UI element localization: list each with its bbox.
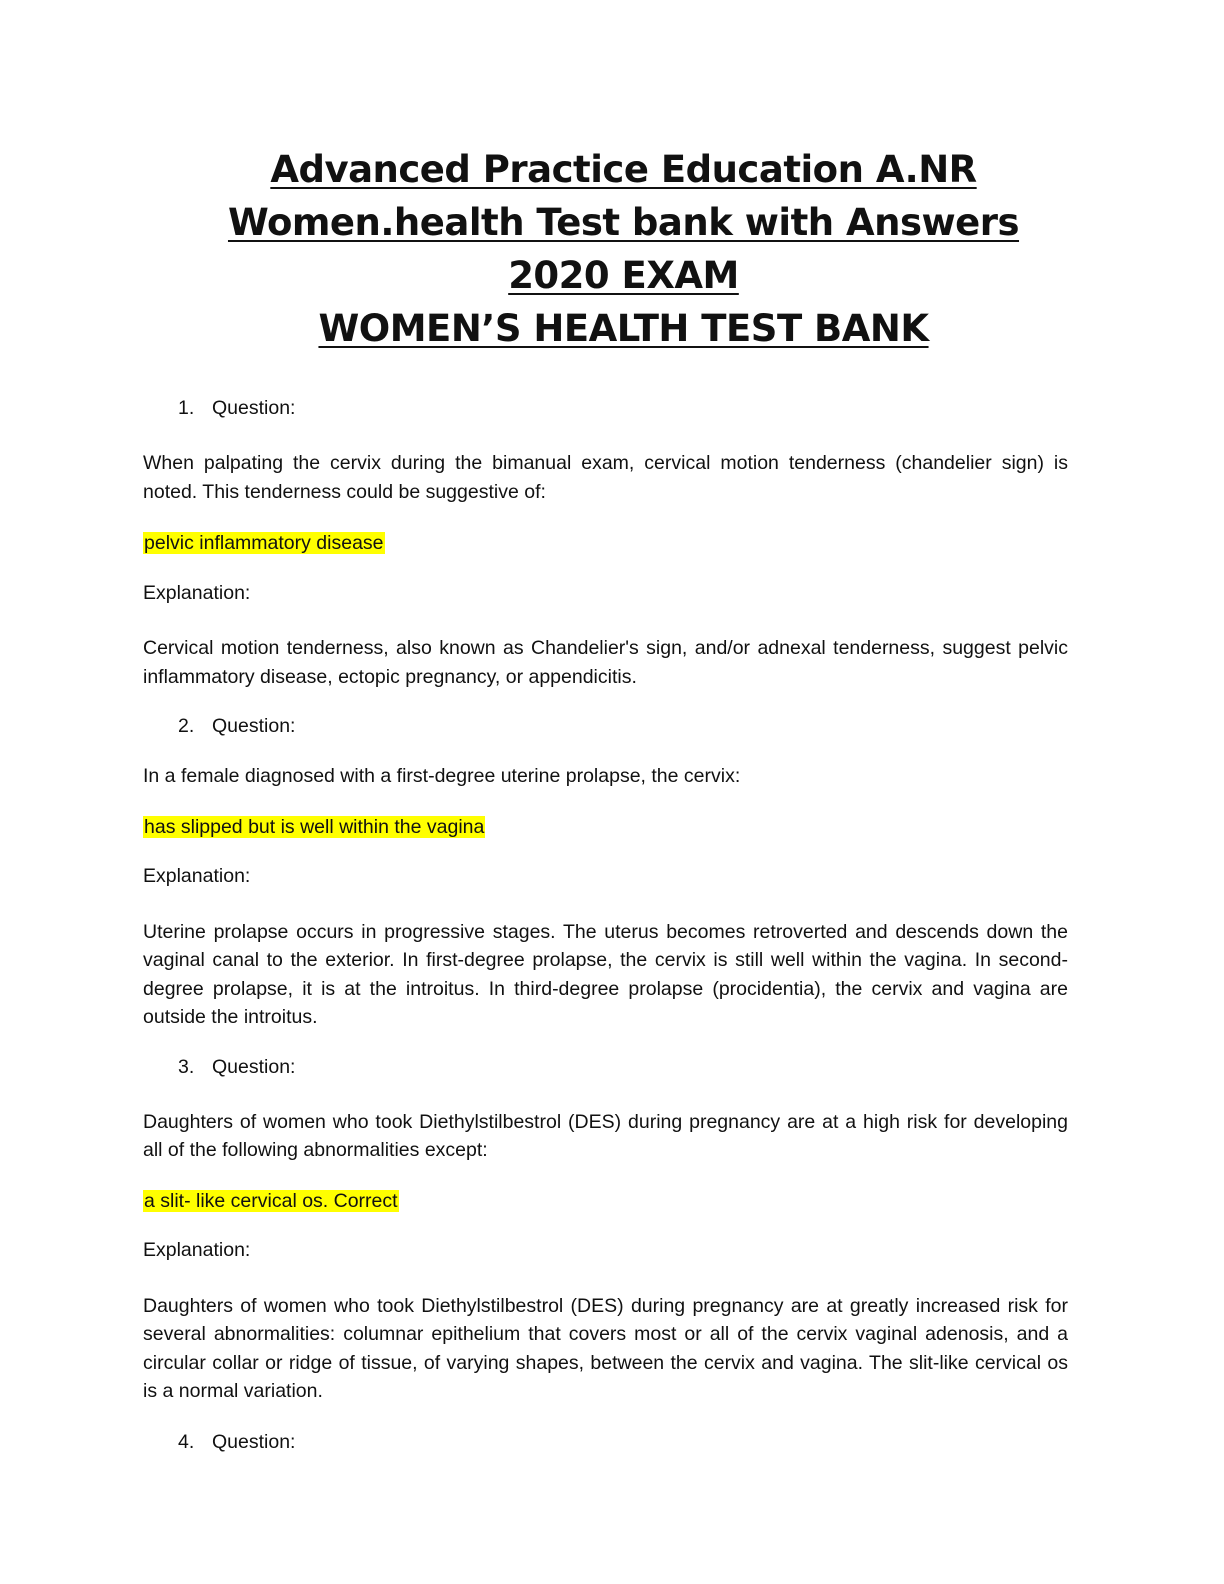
explanation-text: Daughters of women who took Diethylstilbestrol (DES) during pregnancy are at greatly increased risk for several abnormalities: columnar epithelium that covers most or all of the cervix vaginal adenosis, and a circular collar or ridge of tissue, of varying shapes, between the cervix and vagina. The slit-like cervical os is a normal variation. [143,1294,1068,1402]
title-line-4: WOMEN’S HEALTH TEST BANK [318,307,929,350]
question-text: Daughters of women who took Diethylstilbestrol (DES) during pregnancy are at a high risk for developing all of the following abnormalities except: [143,1110,1068,1161]
question-number: 1. [178,397,195,419]
explanation-label: Explanation: [143,1239,251,1261]
question-number: 4. [178,1430,195,1453]
question-text: When palpating the cervix during the bimanual exam, cervical motion tenderness (chandelier sign) is noted. This tenderness could be suggestive of: [143,452,1068,503]
question-heading [143,712,1068,740]
explanation-label: Explanation: [143,865,251,887]
highlighted-answer: a slit- like cervical os. Correct [144,1189,398,1212]
question-list [143,394,1068,1456]
title-line-3: 2020 EXAM [508,254,739,297]
question-label: Question: [212,1430,296,1453]
explanation-label: Explanation: [143,581,251,604]
question-label: Question: [212,1055,296,1078]
title-line-2: Women.health Test bank with Answers [227,201,1020,244]
explanation-text: Uterine prolapse occurs in progressive stages. The uterus becomes retroverted and descends down the vaginal canal to the exterior. In first-degree prolapse, the cervix is still well within the vagina. In second-degree prolapse, it is at the introitus. In third-degree prolapse (procidentia), the cervix and vagina are outside the introitus. [143,920,1068,1028]
question-heading [143,394,1068,422]
question-text: In a female diagnosed with a first-degree uterine prolapse, the cervix: [143,765,741,787]
question-label: Question: [212,715,296,737]
highlighted-answer: has slipped but is well within the vagina [144,815,485,838]
document-title [0,143,1224,355]
question-number: 2. [178,715,195,737]
answer [143,1187,1068,1216]
highlighted-answer: pelvic inflammatory disease [144,532,384,554]
answer [143,529,1068,558]
question-label: Question: [212,397,296,419]
answer [143,813,1068,842]
explanation-text: Cervical motion tenderness, also known as Chandelier's sign, and/or adnexal tenderness, suggest pelvic inflammatory disease, ectopic pregnancy, or appendicitis. [143,637,1068,688]
title-line-1: Advanced Practice Education A.NR [270,148,977,191]
question-heading [143,1428,1068,1456]
question-number: 3. [178,1055,195,1078]
question-heading [143,1053,1068,1081]
